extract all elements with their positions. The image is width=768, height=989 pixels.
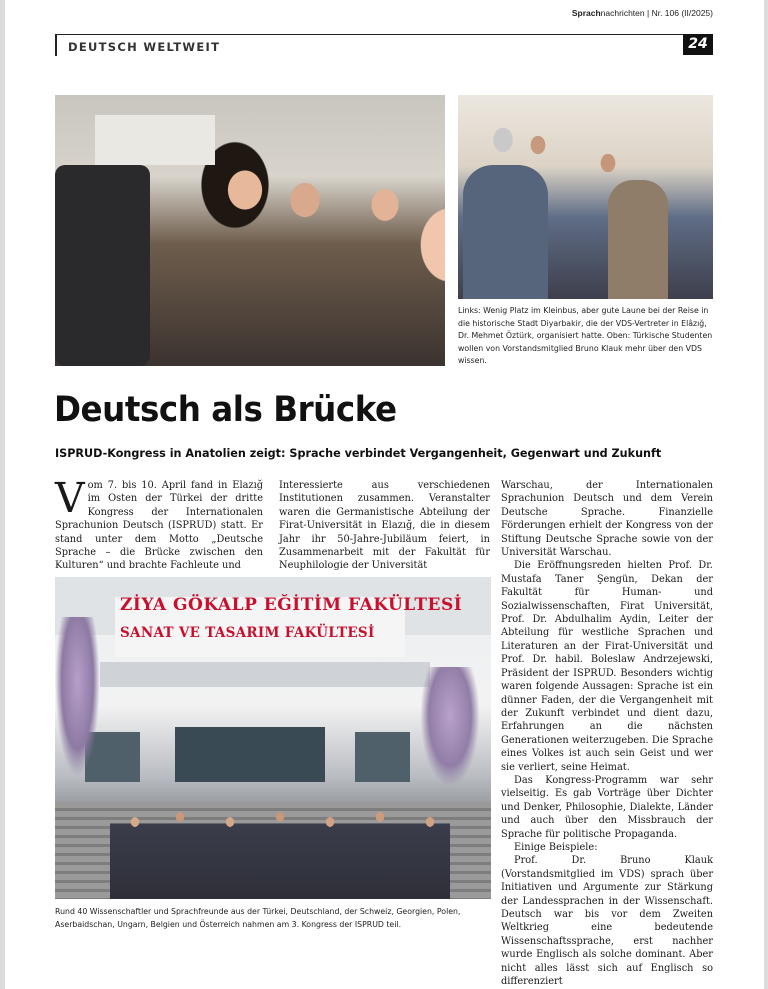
photo-window bbox=[95, 115, 215, 165]
article-column-3 bbox=[501, 479, 713, 988]
article-col2-text: Interessierte aus verschiedenen Institutionen zusammen. Veranstalter waren die Germanistische Abteilung der Firat-Universität in Elazığ, die in diesem Jahr ihr 50-Jahre-Jubiläum feiert, in Zusammenarbeit mit der Fakultät für Neuphilologie der Universität bbox=[279, 480, 490, 572]
article-col1-text: om 7. bis 10. April fand in Elazığ im Osten der Türkei der dritte Kongress der Internationalen Sprachunion Deutsch (ISPRUD) statt. Er stand unter dem Motto „Deutsche Sprache – die Brücke zwischen den Kulturen“ und brachte Fachleute und bbox=[55, 480, 263, 572]
article-paragraph: Prof. Dr. Bruno Klauk (Vorstandsmitglied im VDS) sprach über Initiativen und Argumente zur Stärkung der Landessprachen in der Wissenschaft. Deutsch war bis vor dem Zweiten Weltkrieg eine bedeutende Wissenschaftssprache, erst nachher wurde Englisch als solche dominant. Aber nicht alles lässt sich auf Englisch so differenziert bbox=[501, 855, 713, 988]
group-of-participants bbox=[110, 772, 450, 899]
blossom-tree bbox=[55, 617, 100, 777]
blossom-tree bbox=[420, 667, 480, 787]
article-paragraph: Die Eröffnungsreden hielten Prof. Dr. Mustafa Taner Şengün, Dekan der Fakultät für Human- und Sozialwissenschaften, Firat Universität, Prof. Dr. Abdulhalim Aydin, Leiter der Abteilung für westliche Sprachen und Literaturen an der Firat-Universität und Prof. Dr. habil. Boleslaw Andrzejewski, Präsident der ISPRUD. Besonders wichtig waren folgende Aussagen: Sprache ist ein dünner Faden, der die Vergangenheit mit der Zukunft verbindet und dient dazu, Erfahrungen an die nächsten Generationen weiterzugeben. Die Sprache eines Volkes ist auch sein Geist und wer sie verliert, seine Heimat. bbox=[501, 560, 713, 773]
drop-cap: V bbox=[55, 474, 85, 522]
publication-name-rest: nachrichten bbox=[600, 8, 645, 18]
section-rule bbox=[55, 34, 695, 35]
article-subhead: ISPRUD-Kongress in Anatolien zeigt: Sprache verbindet Vergangenheit, Gegenwart und Zukunft bbox=[55, 447, 662, 460]
page-edge-left bbox=[0, 0, 5, 989]
article-column-1 bbox=[55, 474, 263, 573]
photo-person bbox=[463, 165, 548, 299]
building-sign-line1: ZİYA GÖKALP EĞİTİM FAKÜLTESİ bbox=[120, 595, 463, 615]
photo-group-faculty-building bbox=[55, 577, 491, 899]
photo-students-discussion bbox=[458, 95, 713, 299]
caption-top-text: Links: Wenig Platz im Kleinbus, aber gute Laune bei der Reise in die historische Stadt Diyarbakir, die der VDS-Vertreter in Elâzığ, Dr. Mehmet Öztürk, organisiert hatte. Oben: Türkische Studenten wollen von Vorstandsmitglied Bruno Klauk mehr über den VDS wissen. bbox=[458, 306, 713, 366]
article-headline: Deutsch als Brücke bbox=[54, 390, 397, 430]
article-paragraph: Einige Beispiele: bbox=[514, 841, 598, 853]
publication-name-bold: Sprach bbox=[571, 8, 601, 18]
publication-header bbox=[572, 8, 713, 18]
publication-issue: | Nr. 106 (II/2025) bbox=[647, 8, 713, 18]
page-number: 24 bbox=[683, 34, 713, 55]
photo-minibus-selfie bbox=[55, 95, 445, 366]
section-bar bbox=[55, 34, 713, 58]
article-paragraph: Warschau, der Internationalen Sprachunion Deutsch und dem Verein Deutsche Sprache. Finanzielle Förderungen erhielt der Kongress von der Stiftung Deutsche Sprache sowie von der Universität Warschau. bbox=[501, 480, 713, 559]
building-sign-line2: SANAT VE TASARIM FAKÜLTESİ bbox=[120, 625, 375, 641]
caption-group-photo bbox=[55, 906, 495, 931]
caption-top-photos bbox=[458, 305, 720, 368]
caption-bottom-text: Rund 40 Wissenschaftler und Sprachfreunde aus der Türkei, Deutschland, der Schweiz, Georgien, Polen, Aserbaidschan, Ungarn, Belgien und Österreich nahmen am 3. Kongress der ISPRUD teil. bbox=[55, 907, 461, 929]
article-column-2 bbox=[279, 479, 490, 573]
article-paragraph: Das Kongress-Programm war sehr vielseitig. Es gab Vorträge über Dichter und Denker, Philosophie, Dialekte, Länder und auch über den Missbrauch der Sprache für politische Propaganda. bbox=[501, 774, 713, 840]
page-edge-right bbox=[764, 0, 768, 989]
section-title: DEUTSCH WELTWEIT bbox=[68, 40, 221, 54]
section-rule-vertical bbox=[55, 34, 57, 56]
photo-person bbox=[608, 180, 668, 299]
building-canopy bbox=[100, 662, 430, 687]
photo-seat bbox=[55, 165, 150, 366]
